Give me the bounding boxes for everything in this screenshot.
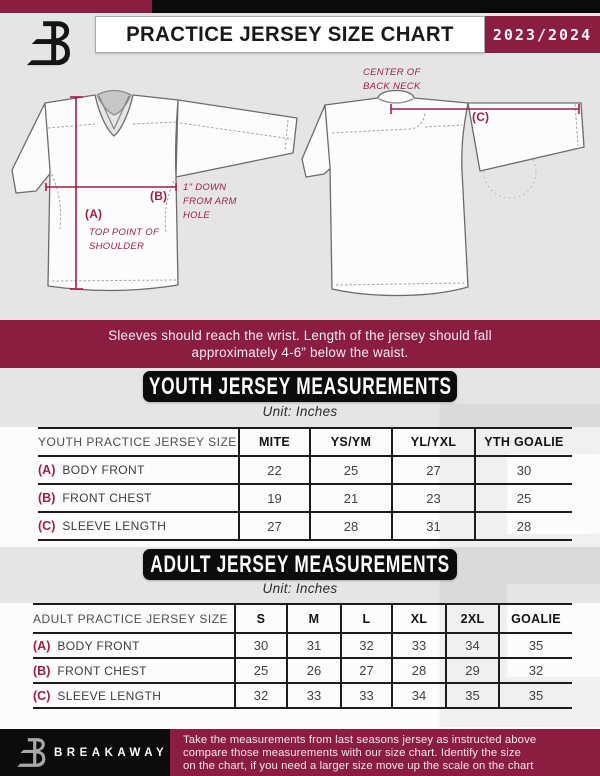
- top-strip-maroon: [0, 0, 152, 13]
- value-cell: 29: [446, 658, 499, 683]
- adult-row-body-front: [33, 633, 572, 658]
- row-label: FRONT CHEST: [62, 491, 152, 505]
- annotation-key-c: (C): [472, 110, 490, 124]
- value-cell: 34: [392, 683, 446, 708]
- adult-row-sleeve-length: [33, 683, 572, 708]
- footer-note-line1: Take the measurements from last seasons jersey as instructed above: [183, 733, 537, 746]
- breakaway-footer-logo-icon: [14, 737, 48, 769]
- value-cell: 35: [499, 633, 572, 658]
- adult-size-table: [33, 603, 572, 709]
- size-header: YTH GOALIE: [475, 428, 572, 456]
- value-cell: 22: [239, 456, 310, 484]
- season-label: 2023/2024: [492, 25, 593, 44]
- value-cell: 23: [392, 484, 475, 512]
- value-cell: 26: [287, 658, 341, 683]
- adult-row-front-chest: [33, 658, 572, 683]
- annotation-top-shoulder: TOP POINT OF SHOULDER: [89, 227, 159, 252]
- page-title: PRACTICE JERSEY SIZE CHART: [126, 22, 454, 46]
- footer-brand-block: [0, 729, 170, 776]
- value-cell: 27: [392, 456, 475, 484]
- value-cell: 33: [341, 683, 392, 708]
- adult-unit-label: Unit: Inches: [262, 581, 338, 596]
- youth-row-body-front: [38, 456, 572, 484]
- fit-note-banner: [0, 320, 600, 368]
- value-cell: 31: [287, 633, 341, 658]
- size-header: YL/YXL: [392, 428, 475, 456]
- row-label: FRONT CHEST: [57, 663, 147, 678]
- footer-note-line3: on the chart, if you need a larger size move up the scale on the chart: [183, 759, 534, 772]
- value-cell: 28: [392, 658, 446, 683]
- footer-instructions: [170, 729, 600, 776]
- annotation-key-b: (B): [150, 189, 168, 203]
- value-cell: 32: [499, 658, 572, 683]
- row-key: (A): [33, 638, 51, 653]
- top-strip-black: [152, 0, 600, 13]
- value-cell: 27: [341, 658, 392, 683]
- value-cell: 25: [310, 456, 392, 484]
- season-badge: [485, 16, 600, 53]
- size-header: XL: [392, 604, 446, 633]
- value-cell: 32: [235, 683, 287, 708]
- value-cell: 28: [310, 512, 392, 540]
- footer-note-line2: compare those measurements with our size chart. Identify the size: [183, 746, 522, 759]
- jersey-diagrams: [0, 57, 600, 319]
- fit-note-line1: Sleeves should reach the wrist. Length of the jersey should fall: [108, 328, 492, 343]
- youth-table-title: YOUTH PRACTICE JERSEY SIZE: [38, 435, 237, 449]
- value-cell: 27: [239, 512, 310, 540]
- youth-section-heading: YOUTH JERSEY MEASUREMENTS: [143, 371, 457, 402]
- back-jersey-drawing: [302, 91, 584, 296]
- value-cell: 21: [310, 484, 392, 512]
- value-cell: 35: [446, 683, 499, 708]
- annotation-center-back-neck: CENTER OF BACK NECK: [363, 67, 421, 92]
- row-label: SLEEVE LENGTH: [62, 519, 167, 533]
- youth-unit-label: Unit: Inches: [262, 404, 338, 419]
- row-key: (B): [38, 491, 56, 505]
- size-header: M: [287, 604, 341, 633]
- row-key: (A): [38, 463, 56, 477]
- value-cell: 19: [239, 484, 310, 512]
- page-title-bar: [95, 16, 485, 53]
- row-key: (B): [33, 663, 51, 678]
- value-cell: 33: [392, 633, 446, 658]
- value-cell: 32: [341, 633, 392, 658]
- annotation-arm-hole: 1" DOWN FROM ARM HOLE: [183, 182, 237, 221]
- brand-name: BREAKAWAY: [54, 746, 169, 759]
- value-cell: 35: [499, 683, 572, 708]
- size-header: GOALIE: [499, 604, 572, 633]
- value-cell: 25: [235, 658, 287, 683]
- row-label: SLEEVE LENGTH: [57, 688, 162, 703]
- youth-row-sleeve-length: [38, 512, 572, 540]
- value-cell: 30: [235, 633, 287, 658]
- row-key: (C): [38, 519, 56, 533]
- value-cell: 33: [287, 683, 341, 708]
- value-cell: 34: [446, 633, 499, 658]
- fit-note-line2: approximately 4-6” below the waist.: [191, 345, 409, 360]
- row-key: (C): [33, 688, 51, 703]
- size-header: 2XL: [446, 604, 499, 633]
- value-cell: 31: [392, 512, 475, 540]
- youth-size-table: [38, 427, 572, 541]
- adult-section-heading: ADULT JERSEY MEASUREMENTS: [143, 549, 457, 580]
- youth-row-front-chest: [38, 484, 572, 512]
- row-label: BODY FRONT: [57, 638, 140, 653]
- size-header: YS/YM: [310, 428, 392, 456]
- size-header: MITE: [239, 428, 310, 456]
- adult-table-title: ADULT PRACTICE JERSEY SIZE: [33, 611, 229, 626]
- size-header: L: [341, 604, 392, 633]
- value-cell: 25: [475, 484, 572, 512]
- size-header: S: [235, 604, 287, 633]
- annotation-key-a: (A): [85, 207, 103, 221]
- value-cell: 28: [475, 512, 572, 540]
- youth-header-row: [38, 428, 572, 456]
- row-label: BODY FRONT: [62, 463, 145, 477]
- adult-header-row: [33, 604, 572, 633]
- value-cell: 30: [475, 456, 572, 484]
